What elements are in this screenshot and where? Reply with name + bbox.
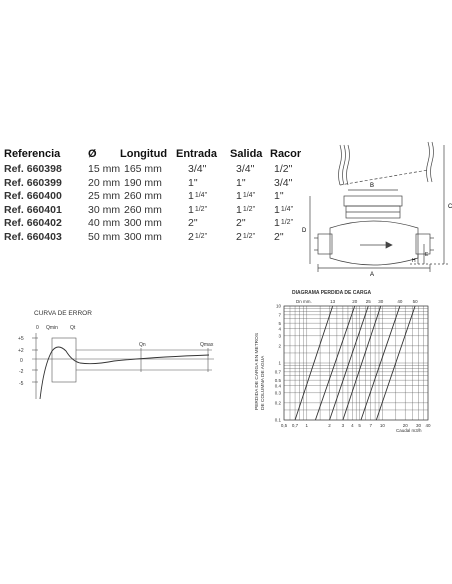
y-tick-label: 0.2 [274,400,281,406]
y-tick-label: 0.3 [274,390,281,396]
x-tick-label: 1 [305,423,309,428]
error-x-label-qmin: Qmin [46,325,58,331]
fitting-size: 1" [188,176,198,189]
dn-label-40: 40 [397,299,403,304]
x-tick-label: 0,7 [291,423,299,428]
header-longitud: Longitud [120,148,168,160]
cell-d: 50 mm [88,231,121,243]
dim-label-e: E [425,252,429,258]
fitting-size: 2" [274,231,284,243]
cell-in [188,204,207,216]
fitting-fraction: 1/2" [280,219,294,227]
cell-in [188,163,206,175]
cell-rac [274,231,284,243]
y-tick-label: 0.4 [274,383,281,389]
fitting-size: 1 [274,203,280,216]
dim-label-a: A [369,272,375,278]
cell-len: 165 mm [124,163,162,175]
pressure-grid [284,306,428,420]
x-tick-label: 3 [341,423,345,428]
error-y-tick-0: 0 [20,358,23,364]
dim-label-d: D [302,228,307,234]
cell-d: 25 mm [88,190,121,203]
x-tick-label: 7 [369,423,372,428]
y-tick-label: 4 [278,326,281,332]
error-y-tick-minus2: -2 [19,369,24,375]
x-tick-label: 40 [425,423,431,428]
header-referencia: Referencia [4,148,61,160]
fitting-fraction: 1/4" [194,192,208,200]
cell-d: 40 mm [88,217,121,230]
cell-len: 260 mm [124,203,162,216]
dim-label-h: H [412,258,416,264]
fitting-size: 1/2" [274,163,293,175]
fitting-fraction: 1/2" [242,205,256,213]
error-x-label-qmax: Qmax [200,342,214,348]
dn-label-13: 13 [330,299,336,304]
fitting-size: 1 [236,203,242,216]
y-tick-label: 1 [278,360,281,366]
x-tick-label: 4 [351,423,354,428]
fitting-size: 1 [188,190,194,203]
fitting-fraction: 1/4" [280,205,294,213]
x-tick-label: 2 [328,423,331,428]
pressure-loss-chart [248,282,452,434]
fitting-size: 1 [274,217,280,230]
cell-out [236,204,255,216]
y-tick-label: 0.5 [274,377,281,383]
dn-label-30: 30 [378,299,384,304]
x-tick-label: 20 [402,423,408,428]
fitting-size: 1" [274,190,284,203]
header-racor: Racor [270,148,302,160]
header-salida: Salida [230,148,263,160]
x-tick-label: 0,5 [280,423,288,428]
cell-ref: Ref. 660400 [4,190,62,203]
pressure-xlabel: Caudal m3/h [396,428,422,433]
cell-rac [274,204,293,216]
cell-in [188,231,207,243]
cell-in [188,190,207,202]
cell-ref: Ref. 660403 [4,231,62,243]
cell-ref: Ref. 660401 [4,203,62,216]
fitting-size: 2 [188,231,194,243]
fitting-size: 3/4" [236,163,255,175]
fitting-size: 2" [236,217,246,230]
error-y-tick-plus2: +2 [18,348,24,354]
cell-out [236,163,254,175]
header-entrada: Entrada [176,148,217,160]
cell-in [188,177,198,189]
fitting-size: 2" [188,217,198,230]
cell-rac [274,190,284,202]
cell-d: 15 mm [88,163,121,175]
error-y-tick-minus5: -5 [19,381,24,387]
fitting-fraction: 1/2" [242,233,256,240]
pressure-dn-label: Dn mm. [296,299,312,304]
fitting-fraction: 1/4" [242,192,256,200]
y-tick-label: 2 [278,343,281,349]
cell-d: 30 mm [88,203,121,216]
error-x-label-qn: Qn [139,342,146,348]
cell-ref: Ref. 660399 [4,176,62,189]
y-tick-label: 7 [278,312,281,318]
pressure-chart-title: DIAGRAMA PERDIDA DE CARGA [292,290,372,296]
cell-ref: Ref. 660402 [4,217,62,230]
dim-label-b: B [369,183,375,189]
fitting-size: 1" [236,176,246,189]
y-tick-label: 0.7 [274,369,281,375]
cell-ref: Ref. 660398 [4,163,62,175]
error-x-label-0: 0 [36,325,39,331]
header-diameter: Ø [88,148,97,160]
cell-out [236,231,255,243]
dn-label-25: 25 [365,299,371,304]
pressure-y-ticks [275,304,282,423]
cell-len: 300 mm [124,217,162,230]
pressure-ylabel-1: PERDIDA DE CARGA EN METROS [255,332,260,410]
cell-rac [274,163,292,175]
fitting-size: 3/4" [274,176,293,189]
cell-rac [274,217,293,229]
dim-label-c: C [448,204,452,210]
dn-label-20: 20 [352,299,358,304]
error-x-label-qt: Qt [70,325,76,331]
error-curve-title: CURVA DE ERROR [34,310,92,317]
fitting-size: 3/4" [188,163,207,175]
fitting-fraction: 1/2" [194,233,208,240]
y-tick-label: 10 [275,303,281,309]
cell-out [236,190,255,202]
x-tick-label: 5 [358,423,361,428]
x-tick-label: 10 [379,423,385,428]
cell-out [236,177,246,189]
dn-label-50: 50 [412,299,418,304]
y-tick-label: 0.1 [274,417,281,423]
fitting-fraction: 1/2" [194,205,208,213]
fitting-size: 2 [236,231,242,243]
pressure-ylabel-2: DE COLUMNA DE AGUA [261,355,266,410]
cell-in [188,217,198,229]
y-tick-label: 3 [278,333,281,339]
cell-rac [274,177,292,189]
error-y-tick-plus5: +5 [18,336,24,342]
x-tick-label: 30 [416,423,422,428]
fitting-size: 1 [236,190,242,203]
error-curve-chart [14,305,214,405]
dn-labels [330,299,418,304]
meter-drawing [300,140,452,280]
cell-d: 20 mm [88,176,121,189]
y-tick-label: 5 [278,320,281,326]
cell-len: 190 mm [124,176,162,189]
cell-out [236,217,246,229]
fitting-size: 1 [188,203,194,216]
cell-len: 260 mm [124,190,162,203]
cell-len: 300 mm [124,231,162,243]
